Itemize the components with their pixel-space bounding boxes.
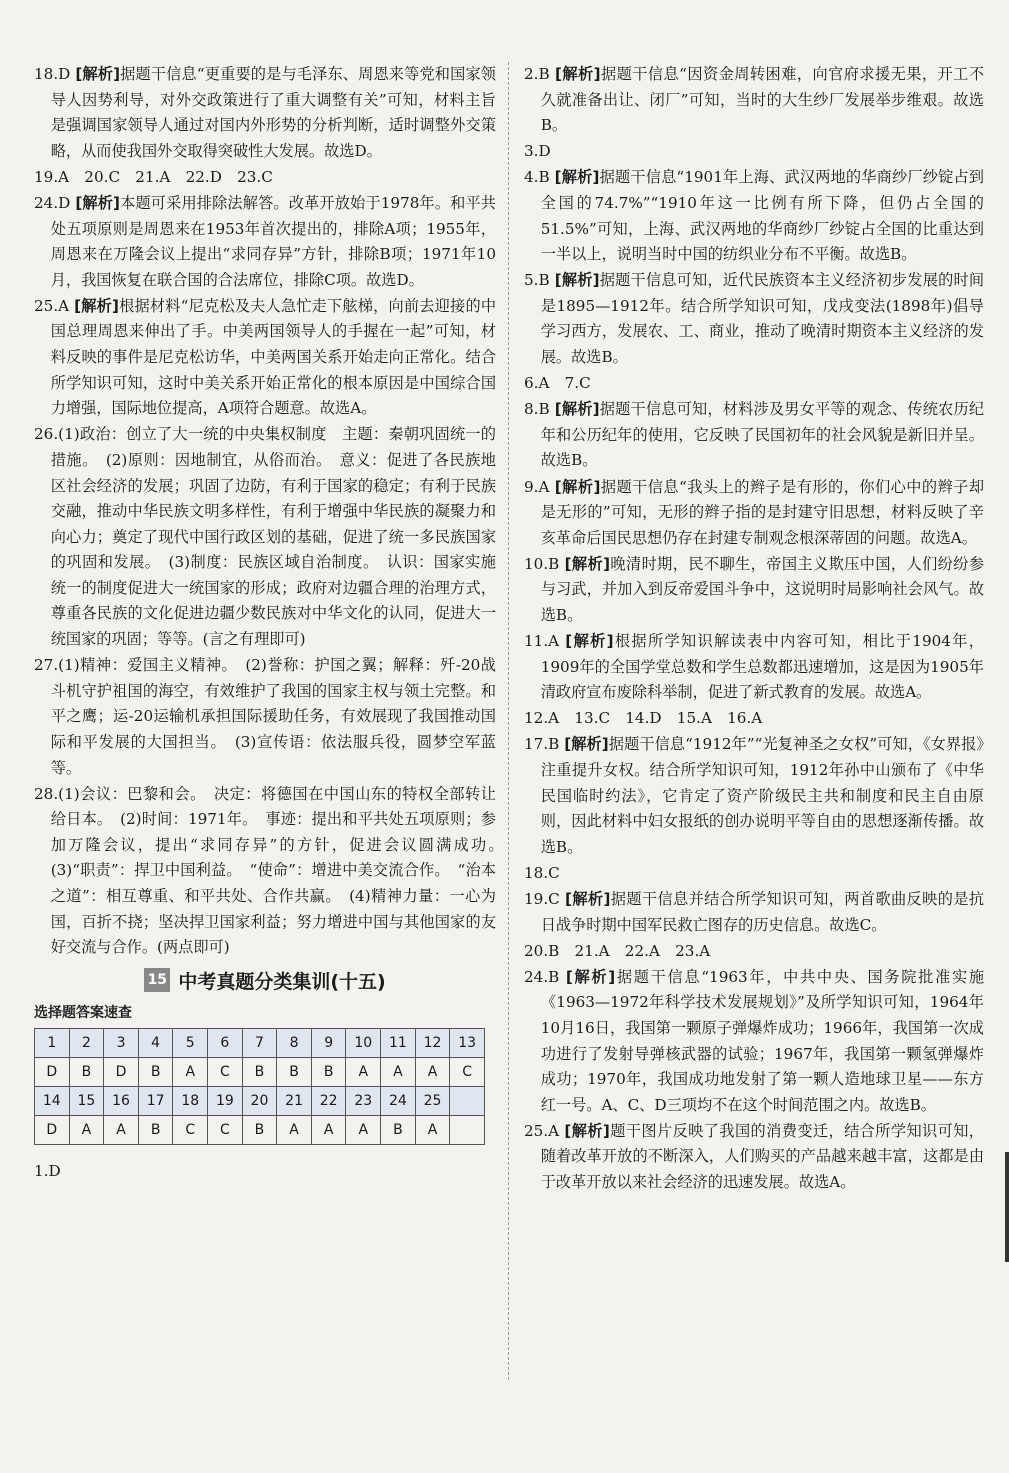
text-span: 据题干信息并结合所学知识可知，两首歌曲反映的是抗日战争时期中国军民救亡图存的历史信息。故选C。 xyxy=(540,890,985,934)
answer-item-24-right xyxy=(524,965,984,1119)
answer-item-24 xyxy=(34,191,496,293)
text-span: 19.A 20.C 21.A 22.D 23.C xyxy=(34,167,273,186)
answer-item-5 xyxy=(524,268,984,370)
text-span: 5.B xyxy=(524,271,550,290)
answer-item-17 xyxy=(524,732,984,860)
analysis-tag: [解析] xyxy=(75,193,120,212)
text-span: 据题干信息可知，材料涉及男女平等的观念、传统农历纪年和公历纪年的使用，它反映了民国初年的社会风貌是新旧并呈。故选B。 xyxy=(540,400,985,470)
table-cell: B xyxy=(242,1057,277,1086)
text-span: 根据材料“尼克松及夫人急忙走下舷梯，向前去迎接的中国总理周恩来伸出了手。中美两国领导人的手握在一起”可知，材料反映的事件是尼克松访华，中美两国关系开始走向正常化。结合所学知识可知，这时中美关系开始正常化的根本原因是中国综合国力增强，国际地位提高，A项符合题意。故选A。 xyxy=(50,296,497,418)
answer-item-9 xyxy=(524,475,984,552)
analysis-tag: [解析] xyxy=(554,477,601,496)
table-cell: C xyxy=(208,1115,243,1144)
text-span: 20.B 21.A 22.A 23.A xyxy=(524,941,711,960)
table-cell: A xyxy=(311,1115,346,1144)
text-span: 26. xyxy=(34,425,59,444)
text-span: 2.B xyxy=(524,65,550,83)
text-span: 19.C xyxy=(524,890,560,908)
analysis-tag: [解析] xyxy=(554,65,601,83)
answer-item-18-right xyxy=(524,861,984,887)
answer-items-19-23 xyxy=(34,165,496,191)
text-span: 4.B xyxy=(524,168,550,187)
answer-items-20-23 xyxy=(524,939,984,965)
answer-item-25-right xyxy=(524,1119,984,1196)
left-column xyxy=(34,62,512,1184)
table-cell: B xyxy=(381,1115,416,1144)
analysis-tag: [解析] xyxy=(565,967,616,986)
table-cell: C xyxy=(450,1057,485,1086)
table-cell: 12 xyxy=(415,1028,450,1057)
section-title: 中考真题分类集训(十五) xyxy=(178,970,386,993)
text-span: 8.B xyxy=(524,400,550,419)
table-cell: 20 xyxy=(242,1086,277,1115)
table-cell: 18 xyxy=(173,1086,208,1115)
analysis-tag: [解析] xyxy=(554,400,600,419)
table-cell: 4 xyxy=(138,1028,173,1057)
analysis-tag: [解析] xyxy=(554,168,600,187)
text-span: 12.A 13.C 14.D 15.A 16.A xyxy=(524,709,763,728)
text-span: 据题干信息可知，近代民族资本主义经济初步发展的时间是1895—1912年。结合所学知识可知，戊戌变法(1898年)倡导学习西方，发展农、工、商业，推动了晚清时期资本主义经济的发展。故选B。 xyxy=(540,271,985,367)
table-cell: B xyxy=(242,1115,277,1144)
table-cell: 1 xyxy=(35,1028,70,1057)
section-number: 15 xyxy=(144,968,170,992)
table-row xyxy=(35,1057,485,1086)
text-span: 10.B xyxy=(524,554,560,573)
table-row xyxy=(35,1086,485,1115)
table-cell xyxy=(450,1115,485,1144)
text-span: 28. xyxy=(34,784,59,803)
table-cell: 9 xyxy=(311,1028,346,1057)
text-span: 题干图片反映了我国的消费变迁，结合所学知识可知，随着改革开放的不断深入，人们购买的产品越来越丰富，这都是由于改革开放以来社会经济的迅速发展。故选A。 xyxy=(540,1121,984,1192)
answer-item-4 xyxy=(524,165,984,267)
table-cell: D xyxy=(35,1057,70,1086)
text-span: 据题干信息“1912年”“光复神圣之女权”可知，《女界报》注重提升女权。结合所学知识可知，1912年孙中山颁布了《中华民国临时约法》，它肯定了资产阶级民主共和制度和民主自由原则，因此材料中妇女报纸的创办说明平等自由的思想逐渐传播。故选B。 xyxy=(540,735,985,856)
table-cell: 13 xyxy=(450,1028,485,1057)
right-column xyxy=(524,62,984,1196)
table-cell: B xyxy=(277,1057,312,1086)
table-cell: 5 xyxy=(173,1028,208,1057)
table-cell: A xyxy=(415,1115,450,1144)
table-cell: 14 xyxy=(35,1086,70,1115)
text-span: 根据所学知识解读表中内容可知，相比于1904年，1909年的全国学堂总数和学生总数都迅速增加，这是因为1905年清政府宣布废除科举制，促进了新式教育的发展。故选A。 xyxy=(540,632,984,702)
table-cell: A xyxy=(346,1057,381,1086)
table-cell: 24 xyxy=(381,1086,416,1115)
table-cell: 2 xyxy=(69,1028,104,1057)
text-span: 3.D xyxy=(524,142,551,161)
text-span: 9.A xyxy=(524,477,550,496)
answer-item-28 xyxy=(34,782,512,961)
answer-items-6-7 xyxy=(524,371,984,397)
table-cell: 25 xyxy=(415,1086,450,1115)
table-cell: 3 xyxy=(104,1028,139,1057)
table-cell: 19 xyxy=(208,1086,243,1115)
text-span: 25.A xyxy=(34,296,70,315)
table-cell: C xyxy=(208,1057,243,1086)
answer-item-11 xyxy=(524,629,984,706)
text-span: 24.B xyxy=(524,967,560,986)
text-span: 晚清时期，民不聊生，帝国主义欺压中国，人们纷纷参与习武，并加入到反帝爱国斗争中，这说明时局影响社会风气。故选B。 xyxy=(540,554,985,624)
table-cell: A xyxy=(173,1057,208,1086)
table-row xyxy=(35,1028,485,1057)
table-cell: A xyxy=(104,1115,139,1144)
quick-answer-title: 选择题答案速查 xyxy=(34,1004,132,1021)
table-cell: 22 xyxy=(311,1086,346,1115)
analysis-tag: [解析] xyxy=(565,890,611,908)
text-span: 27. xyxy=(34,656,59,675)
text-span: 24.D xyxy=(34,193,71,212)
text-span: 据题干信息“我头上的辫子是有形的，你们心中的辫子却是无形的”可知，无形的辫子指的是封建守旧思想，材料反映了辛亥革命后国民思想仍存在封建专制观念根深蒂固的问题。故选A。 xyxy=(540,477,985,547)
analysis-tag: [解析] xyxy=(75,65,121,83)
text-span: 11.A xyxy=(524,632,560,651)
answer-item-3 xyxy=(524,139,984,165)
analysis-tag: [解析] xyxy=(564,1121,610,1140)
text-span: 据题干信息“更重要的是与毛泽东、周恩来等党和国家领导人因势利导，对外交政策进行了重大调整有关”可知，材料主旨是强调国家领导人通过对国内外形势的分析判断，适时调整外交策略，从而使我国外交取得突破性大发展。故选D。 xyxy=(50,65,496,160)
table-cell: A xyxy=(277,1115,312,1144)
table-cell: B xyxy=(311,1057,346,1086)
page-edge-mark xyxy=(1005,1152,1009,1262)
answer-item-10 xyxy=(524,552,984,629)
answer-item-8 xyxy=(524,397,984,474)
column-divider xyxy=(508,62,509,1380)
text-span: 6.A 7.C xyxy=(524,374,591,393)
table-cell: 16 xyxy=(104,1086,139,1115)
analysis-tag: [解析] xyxy=(564,735,609,754)
table-cell: 15 xyxy=(69,1086,104,1115)
table-cell: A xyxy=(346,1115,381,1144)
section-header xyxy=(34,967,496,994)
answer-item-2 xyxy=(524,62,984,139)
table-cell: 17 xyxy=(138,1086,173,1115)
text-span: 18.C xyxy=(524,863,560,882)
table-cell: A xyxy=(69,1115,104,1144)
answer-items-12-16 xyxy=(524,706,984,732)
text-span: (1)精神：爱国主义精神。 (2)誉称：护国之翼；解释：歼-20战斗机守护祖国的海空，有效维护了我国的国家主权与领土完整。和平之鹰；运-20运输机承担国际援助任务，有效展现了我国推动国际和平发展的大国担当。 (3)宣传语：依法服兵役，圆梦空军蓝等。 xyxy=(50,656,496,777)
answer-item-18 xyxy=(34,62,496,164)
answer-item-27 xyxy=(34,653,496,781)
text-span: 据题干信息“1901年上海、武汉两地的华商纱厂纱锭占到全国的74.7%”“1910年这一比例有所下降，但仍占全国的51.5%”可知，上海、武汉两地的华商纱厂纱锭占全国的比重达到一半以上，说明当时中国的纺织业分布不平衡。故选B。 xyxy=(540,168,984,264)
table-cell: 11 xyxy=(381,1028,416,1057)
table-row xyxy=(35,1115,485,1144)
table-cell: A xyxy=(415,1057,450,1086)
table-cell: 7 xyxy=(242,1028,277,1057)
table-cell: A xyxy=(381,1057,416,1086)
table-cell: 10 xyxy=(346,1028,381,1057)
analysis-tag: [解析] xyxy=(74,296,119,315)
text-span: 25.A xyxy=(524,1121,560,1140)
answer-item-25 xyxy=(34,294,496,422)
table-cell: C xyxy=(173,1115,208,1144)
table-cell: D xyxy=(35,1115,70,1144)
analysis-tag: [解析] xyxy=(564,554,611,573)
table-cell: B xyxy=(69,1057,104,1086)
answer-item-26 xyxy=(34,422,496,652)
table-cell: D xyxy=(104,1057,139,1086)
analysis-tag: [解析] xyxy=(554,271,600,290)
text-span: 本题可采用排除法解答。改革开放始于1978年。和平共处五项原则是周恩来在1953年首次提出的，排除A项；1955年，周恩来在万隆会议上提出“求同存异”方针，排除B项；1971年10月，我国恢复在联合国的合法席位，排除C项。故选D。 xyxy=(50,193,496,289)
analysis-tag: [解析] xyxy=(565,632,614,651)
answer-item-19 xyxy=(524,887,984,938)
table-cell: 21 xyxy=(277,1086,312,1115)
answer-table xyxy=(34,1028,485,1145)
answer-item-1: 1.D xyxy=(34,1161,61,1180)
table-cell: B xyxy=(138,1115,173,1144)
table-cell: 6 xyxy=(208,1028,243,1057)
text-span: 18.D xyxy=(34,65,71,83)
text-span: 据题干信息“1963年，中共中央、国务院批准实施《1963—1972年科学技术发展规划》”及所学知识可知，1964年10月16日，我国第一颗原子弹爆炸成功；1966年，我国第一次成功进行了发射导弹核武器的试验；1967年，我国第一颗氢弹爆炸成功；1970年，我国成功地发射了第一颗人造地球卫星——东方红一号。A、C、D三项均不在这个时间范围之内。故选B。 xyxy=(540,967,985,1114)
text-span: (1)会议：巴黎和会。 决定：将德国在中国山东的特权全部转让给日本。 (2)时间：1971年。 事迹：提出和平共处五项原则；参加万隆会议，提出“求同存异”的方针，促进会议圆满成功。 (3)“职责”：捍卫中国利益。 “使命”：增进中美交流合作。 “治本之道”：相互尊重、和平共处、合作共赢。 (4)精神力量：一心为国，百折不挠；坚决捍卫国家利益；努力增进中国与其他国家的友好交流与合作。(两点即可) xyxy=(50,784,512,957)
table-cell: 8 xyxy=(277,1028,312,1057)
table-cell: 23 xyxy=(346,1086,381,1115)
table-cell: B xyxy=(138,1057,173,1086)
text-span: 17.B xyxy=(524,735,560,754)
table-cell xyxy=(450,1086,485,1115)
text-span: 据题干信息“因资金周转困难，向官府求援无果，开工不久就准备出让、闭厂”可知，当时的大生纱厂发展举步维艰。故选B。 xyxy=(540,65,985,135)
text-span: (1)政治：创立了大一统的中央集权制度 主题：秦朝巩固统一的措施。 (2)原则：因地制宜，从俗而治。 意义：促进了各民族地区社会经济的发展；巩固了边防，有利于国家的稳定；有利于民族交融，推动中华民族文明多样性，有利于增强中华民族的凝聚力和向心力；奠定了现代中国行政区划的基础，促进了统一多民族国家的巩固和发展。 (3)制度：民族区域自治制度。 认识：国家实施统一的制度促进大一统国家的形成；政府对边疆合理的治理方式，尊重各民族的文化促进边疆少数民族对中华文化的认同，促进大一统国家的巩固；等等。(言之有理即可) xyxy=(50,425,496,649)
